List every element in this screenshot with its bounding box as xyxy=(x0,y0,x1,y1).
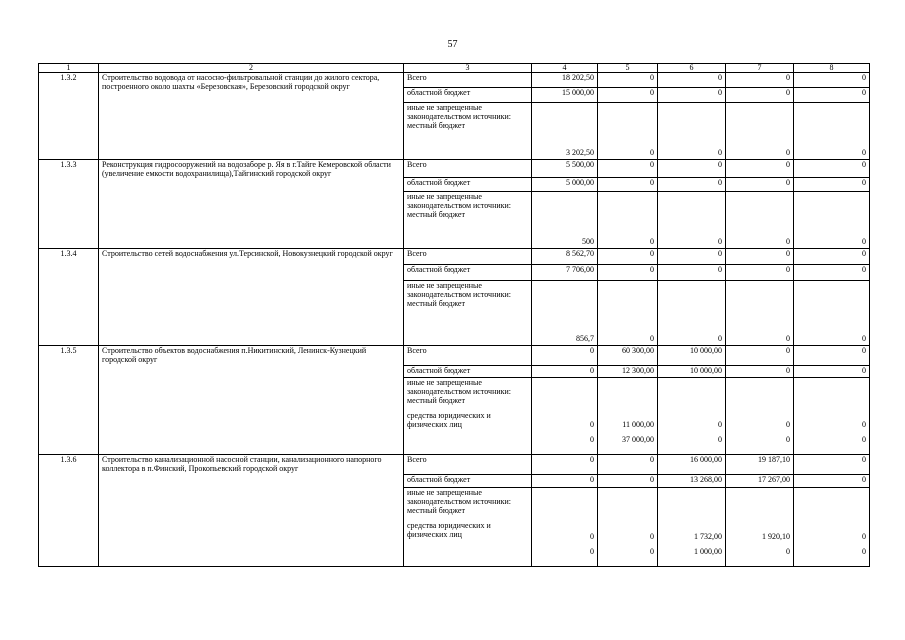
funding-source xyxy=(404,103,532,160)
value-cell: 0 xyxy=(658,265,726,281)
funding-label: иные не запрещенные законодательством источники: xyxy=(407,378,512,396)
value-cell xyxy=(658,103,726,160)
extra-value: 1 000,00 xyxy=(694,547,722,556)
extra-value: 37 000,00 xyxy=(622,435,654,444)
funding-source xyxy=(404,88,532,103)
column-header: 1 xyxy=(39,64,99,73)
value: 0 xyxy=(862,334,866,343)
value-cell: 60 300,00 xyxy=(598,346,658,366)
value-cell: 0 xyxy=(658,160,726,178)
value-cell: 0 xyxy=(598,455,658,475)
value-cell xyxy=(532,488,598,567)
extra-value: 0 xyxy=(862,547,866,556)
item-code: 1.3.2 xyxy=(39,73,99,160)
funding-label: областной бюджет xyxy=(407,366,471,375)
value-cell: 0 xyxy=(598,249,658,265)
value: 0 xyxy=(718,334,722,343)
value-cell: 0 xyxy=(726,88,794,103)
value-cell xyxy=(598,378,658,455)
value: 0 xyxy=(718,148,722,157)
item-name: Строительство канализационной насосной станции, канализационного напорного коллектора в п.Финский, Прокопьевский городской округ xyxy=(99,455,404,567)
item-name: Строительство водовода от насосно-фильтровальной станции до жилого сектора, построенного около шахты «Березовская», Березовский городской округ xyxy=(99,73,404,160)
value-cell: 0 xyxy=(658,73,726,88)
extra-value: 0 xyxy=(590,435,594,444)
value: 0 xyxy=(786,148,790,157)
item-name: Реконструкция гидросооружений на водозаборе р. Яя в г.Тайге Кемеровской области (увеличение емкости водохранилища),Тайгинский городской округ xyxy=(99,160,404,249)
funding-label: иные не запрещенные законодательством источники: xyxy=(407,488,512,506)
value-cell: 10 000,00 xyxy=(658,366,726,378)
value-cell: 0 xyxy=(598,475,658,488)
funding-source xyxy=(404,281,532,346)
value: 0 xyxy=(862,420,866,429)
funding-source xyxy=(404,455,532,475)
column-header: 7 xyxy=(726,64,794,73)
value-cell xyxy=(658,192,726,249)
value-cell xyxy=(794,281,870,346)
item-name: Строительство объектов водоснабжения п.Никитинский, Ленинск-Кузнецкий городской округ xyxy=(99,346,404,455)
header-row xyxy=(39,64,870,73)
funding-source xyxy=(404,178,532,192)
value-cell xyxy=(726,192,794,249)
value-cell: 0 xyxy=(658,249,726,265)
extra-value: 0 xyxy=(590,547,594,556)
value-cell: 0 xyxy=(794,455,870,475)
value-cell: 13 268,00 xyxy=(658,475,726,488)
funding-label: иные не запрещенные законодательством источники: xyxy=(407,281,512,299)
value: 0 xyxy=(590,420,594,429)
extra-value: 0 xyxy=(786,547,790,556)
value-cell: 0 xyxy=(598,265,658,281)
value-cell xyxy=(532,378,598,455)
value-cell: 12 300,00 xyxy=(598,366,658,378)
value-cell: 0 xyxy=(794,73,870,88)
table-row xyxy=(39,346,870,366)
funding-source xyxy=(404,249,532,265)
value-cell: 0 xyxy=(726,346,794,366)
value-cell xyxy=(532,192,598,249)
value: 0 xyxy=(590,532,594,541)
funding-source xyxy=(404,488,532,567)
value-cell xyxy=(794,192,870,249)
funding-label: иные не запрещенные законодательством источники: xyxy=(407,192,512,210)
value: 0 xyxy=(650,532,654,541)
funding-source xyxy=(404,160,532,178)
value-cell: 0 xyxy=(532,366,598,378)
budget-table xyxy=(38,63,870,567)
value-cell: 0 xyxy=(726,178,794,192)
value: 0 xyxy=(862,148,866,157)
funding-source xyxy=(404,378,532,455)
value-cell: 0 xyxy=(726,160,794,178)
value-cell: 0 xyxy=(532,475,598,488)
value: 0 xyxy=(786,237,790,246)
funding-extra-label: средства юридических и физических лиц xyxy=(407,521,491,539)
funding-sublabel: местный бюджет xyxy=(407,210,465,219)
value-cell: 0 xyxy=(794,88,870,103)
value-cell: 0 xyxy=(532,455,598,475)
funding-source xyxy=(404,346,532,366)
table-row xyxy=(39,455,870,475)
value: 0 xyxy=(862,532,866,541)
value: 0 xyxy=(650,237,654,246)
value: 0 xyxy=(786,420,790,429)
funding-label: Всего xyxy=(407,455,427,464)
value-cell: 0 xyxy=(726,265,794,281)
value-cell: 0 xyxy=(794,265,870,281)
column-header: 5 xyxy=(598,64,658,73)
value-cell: 5 000,00 xyxy=(532,178,598,192)
item-code: 1.3.6 xyxy=(39,455,99,567)
value-cell: 0 xyxy=(794,346,870,366)
value-cell xyxy=(794,103,870,160)
value: 11 000,00 xyxy=(622,420,654,429)
value: 856,7 xyxy=(576,334,594,343)
column-header: 2 xyxy=(99,64,404,73)
value-cell xyxy=(794,488,870,567)
funding-label: областной бюджет xyxy=(407,88,471,97)
value-cell xyxy=(726,378,794,455)
funding-source xyxy=(404,192,532,249)
funding-source xyxy=(404,265,532,281)
value-cell xyxy=(658,488,726,567)
value-cell: 0 xyxy=(794,160,870,178)
value-cell: 0 xyxy=(794,178,870,192)
value: 1 920,10 xyxy=(762,532,790,541)
value-cell xyxy=(598,192,658,249)
funding-sublabel: местный бюджет xyxy=(407,299,465,308)
extra-value: 0 xyxy=(718,435,722,444)
funding-label: областной бюджет xyxy=(407,265,471,274)
value-cell: 0 xyxy=(726,73,794,88)
value-cell: 0 xyxy=(726,249,794,265)
value: 500 xyxy=(582,237,594,246)
value-cell: 0 xyxy=(598,73,658,88)
value: 0 xyxy=(650,334,654,343)
page-number: 57 xyxy=(447,39,458,50)
value: 1 732,00 xyxy=(694,532,722,541)
value-cell xyxy=(532,103,598,160)
value-cell: 16 000,00 xyxy=(658,455,726,475)
extra-value: 0 xyxy=(650,547,654,556)
value-cell: 0 xyxy=(726,366,794,378)
extra-value: 0 xyxy=(862,435,866,444)
funding-label: областной бюджет xyxy=(407,475,471,484)
value: 0 xyxy=(650,148,654,157)
table-row xyxy=(39,249,870,265)
value-cell: 18 202,50 xyxy=(532,73,598,88)
value-cell: 15 000,00 xyxy=(532,88,598,103)
value-cell: 0 xyxy=(658,88,726,103)
value-cell xyxy=(658,281,726,346)
funding-sublabel: местный бюджет xyxy=(407,396,465,405)
item-code: 1.3.3 xyxy=(39,160,99,249)
table-row xyxy=(39,160,870,178)
value-cell xyxy=(726,488,794,567)
value-cell: 0 xyxy=(658,178,726,192)
value-cell xyxy=(532,281,598,346)
funding-label: иные не запрещенные законодательством источники: xyxy=(407,103,512,121)
value-cell xyxy=(598,488,658,567)
value-cell xyxy=(658,378,726,455)
value: 0 xyxy=(862,237,866,246)
value-cell: 0 xyxy=(794,475,870,488)
value-cell: 5 500,00 xyxy=(532,160,598,178)
value-cell: 19 187,10 xyxy=(726,455,794,475)
value-cell: 8 562,70 xyxy=(532,249,598,265)
value-cell: 7 706,00 xyxy=(532,265,598,281)
funding-label: Всего xyxy=(407,346,427,355)
value-cell: 0 xyxy=(598,160,658,178)
column-header: 6 xyxy=(658,64,726,73)
column-header: 3 xyxy=(404,64,532,73)
column-header: 4 xyxy=(532,64,598,73)
item-name: Строительство сетей водоснабжения ул.Терсинской, Новокузнецкий городской округ xyxy=(99,249,404,346)
funding-sublabel: местный бюджет xyxy=(407,121,465,130)
value-cell xyxy=(726,281,794,346)
funding-label: Всего xyxy=(407,73,427,82)
extra-value: 0 xyxy=(786,435,790,444)
value-cell xyxy=(794,378,870,455)
table-row xyxy=(39,73,870,88)
value-cell: 17 267,00 xyxy=(726,475,794,488)
value: 0 xyxy=(786,334,790,343)
value: 0 xyxy=(718,420,722,429)
value-cell: 10 000,00 xyxy=(658,346,726,366)
value-cell xyxy=(598,103,658,160)
funding-source xyxy=(404,475,532,488)
value: 0 xyxy=(718,237,722,246)
value-cell: 0 xyxy=(598,178,658,192)
value-cell: 0 xyxy=(598,88,658,103)
funding-label: областной бюджет xyxy=(407,178,471,187)
value-cell xyxy=(598,281,658,346)
funding-label: Всего xyxy=(407,160,427,169)
item-code: 1.3.5 xyxy=(39,346,99,455)
value-cell: 0 xyxy=(532,346,598,366)
funding-sublabel: местный бюджет xyxy=(407,506,465,515)
value-cell: 0 xyxy=(794,366,870,378)
column-header: 8 xyxy=(794,64,870,73)
value-cell xyxy=(726,103,794,160)
funding-extra-label: средства юридических и физических лиц xyxy=(407,411,491,429)
funding-label: Всего xyxy=(407,249,427,258)
value: 3 202,50 xyxy=(566,148,594,157)
item-code: 1.3.4 xyxy=(39,249,99,346)
funding-source xyxy=(404,366,532,378)
funding-source xyxy=(404,73,532,88)
value-cell: 0 xyxy=(794,249,870,265)
